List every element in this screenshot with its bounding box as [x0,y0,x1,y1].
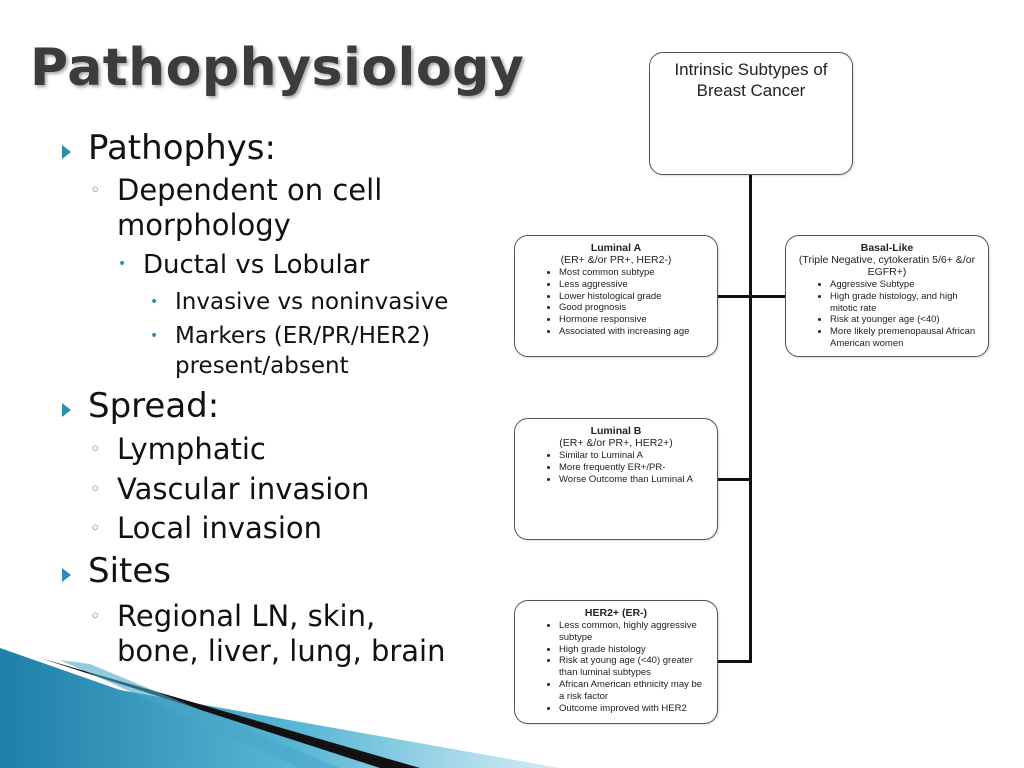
luminal-a-title: Luminal A [590,242,642,254]
bullet-ductal: Ductal vs Lobular [143,250,370,280]
list-item: • More frequently ER+/PR- [559,462,717,474]
basal-subtitle-line2: EGFR+) [867,266,907,278]
list-item: • High grade histology [559,644,709,656]
basal-list [786,279,988,350]
luminal-b-list [515,450,717,485]
bullet-local: Local invasion [117,511,323,545]
basal-title: Basal-Like [860,242,914,254]
connector-her2 [717,660,751,663]
arrow-bullet-icon [62,145,71,159]
connector-luminal-b [717,478,751,481]
list-item: • Risk at younger age (<40) [830,314,978,326]
slide-title: Pathophysiology [30,38,525,98]
dot-bullet-icon: • [150,294,159,310]
list-item: • African American ethnicity may be a risk factor [559,679,709,703]
list-item: • Less common, highly aggressive subtype [559,620,709,644]
list-item: • More likely premenopausal African American women [830,326,978,350]
her2-title: HER2+ (ER-) [584,607,648,619]
list-item: • Good prognosis [559,302,717,314]
circle-bullet-icon: ◦ [90,439,101,460]
list-item: • Risk at young age (<40) greater than luminal subtypes [559,655,709,679]
list-item: • Most common subtype [559,267,717,279]
bullet-invasive: Invasive vs noninvasive [175,289,449,315]
list-item: • Aggressive Subtype [830,279,978,291]
bullet-sites-line1: Regional LN, skin, [117,599,376,633]
bullet-sites: Sites [88,551,171,591]
bullet-spread: Spread: [88,386,220,426]
list-item: • Lower histological grade [559,291,717,303]
bullet-markers-line1: Markers (ER/PR/HER2) [175,323,431,349]
connector-luminal-a-basal [717,295,787,298]
box-luminal-b [514,418,718,540]
luminal-b-title: Luminal B [590,425,642,437]
circle-bullet-icon: ◦ [90,479,101,500]
bullet-markers-line2: present/absent [175,353,349,379]
box-basal-like [785,235,989,357]
bullet-dependent-line2: morphology [117,208,291,242]
list-item: • Outcome improved with HER2 [559,703,709,715]
arrow-bullet-icon [62,403,71,417]
list-item: • Similar to Luminal A [559,450,717,462]
luminal-a-subtitle: (ER+ &/or PR+, HER2-) [560,254,672,266]
bullet-pathophys: Pathophys: [88,128,276,168]
circle-bullet-icon: ◦ [90,180,101,201]
decorative-swoosh [0,640,560,768]
luminal-a-list [515,267,717,338]
bullet-lymphatic: Lymphatic [117,432,266,466]
box-intrinsic-subtypes [649,52,853,175]
list-item: • Less aggressive [559,279,717,291]
connector-vertical [749,175,752,663]
list-item: • Worse Outcome than Luminal A [559,474,717,486]
box-luminal-a [514,235,718,357]
list-item: • Hormone responsive [559,314,717,326]
dot-bullet-icon: • [150,328,159,344]
dot-bullet-icon: • [118,256,127,272]
circle-bullet-icon: ◦ [90,606,101,627]
root-title-line1: Intrinsic Subtypes of [674,60,828,79]
root-title-line2: Breast Cancer [696,81,806,100]
arrow-bullet-icon [62,568,71,582]
basal-subtitle-line1: (Triple Negative, cytokeratin 5/6+ &/or [798,254,976,266]
list-item: • Associated with increasing age [559,326,717,338]
bullet-dependent-line1: Dependent on cell [117,173,383,207]
bullet-vascular: Vascular invasion [117,472,370,506]
luminal-b-subtitle: (ER+ &/or PR+, HER2+) [559,437,673,449]
bullet-sites-line2: bone, liver, lung, brain [117,634,446,668]
circle-bullet-icon: ◦ [90,518,101,539]
list-item: • High grade histology, and high mitotic rate [830,291,978,315]
